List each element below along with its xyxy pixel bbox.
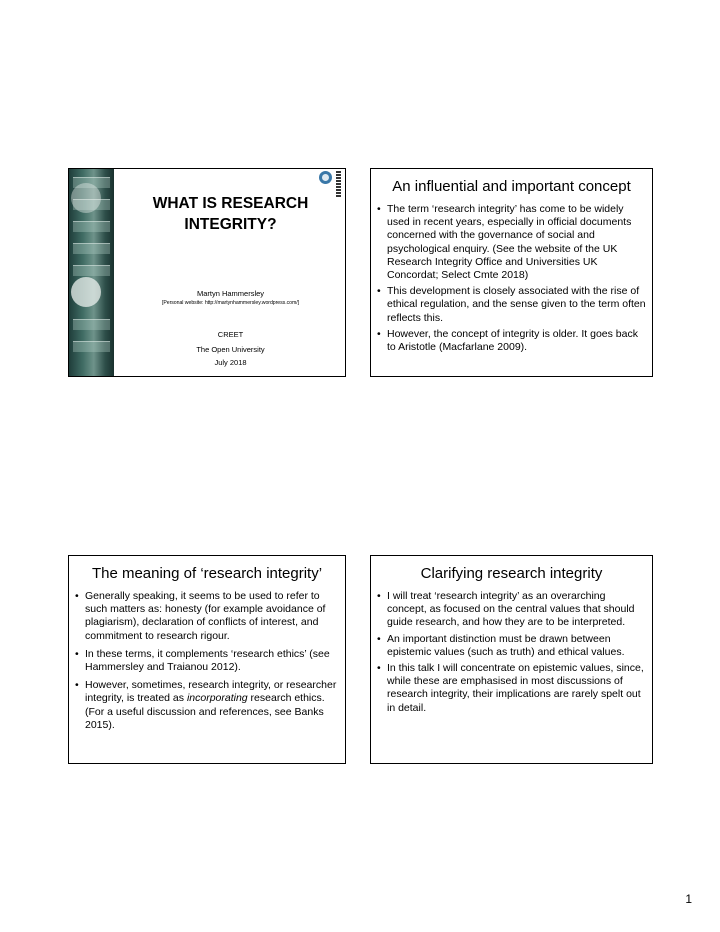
- bullet-icon: •: [377, 203, 381, 215]
- bullet-icon: •: [75, 647, 79, 660]
- organization-unit: CREET: [217, 330, 244, 339]
- slide-influential-concept: [370, 168, 653, 377]
- bullet-icon: •: [377, 632, 381, 645]
- slide-title: The meaning of ‘research integrity’: [91, 565, 323, 582]
- bullet-icon: •: [377, 285, 381, 298]
- title-slide: [68, 168, 346, 377]
- author-name: Martyn Hammersley: [196, 289, 265, 298]
- bullet-list: [75, 590, 341, 737]
- bullet-item: • In this talk I will concentrate on epistemic values, since, while these are emphasised in most discussions of research integrity, their implications are rarely spelt out in detail.: [377, 662, 644, 714]
- bullet-item: • However, the concept of integrity is older. It goes back to Aristotle (Macfarlane 2009).: [377, 327, 638, 354]
- bullet-icon: •: [377, 662, 381, 675]
- bullet-item: • An important distinction must be drawn between epistemic values (such as truth) and ethical values.: [377, 632, 625, 658]
- bullet-item: • This development is closely associated with the rise of ethical regulation, and the sense given to the term often reflects this.: [377, 285, 646, 324]
- emphasized-text: incorporating: [186, 692, 248, 705]
- title-slide-heading: WHAT IS RESEARCH INTEGRITY?: [152, 195, 309, 233]
- presentation-date: July 2018: [214, 358, 247, 367]
- bullet-item: • Generally speaking, it seems to be used to refer to such matters as: honesty (for example avoidance of plagiarism), declaration of conflicts of interest, and commitment to research rigour.: [75, 590, 326, 642]
- bullet-icon: •: [377, 327, 381, 340]
- bullet-icon: •: [75, 590, 79, 602]
- bullet-item: • The term ‘research integrity’ has come to be widely used in recent years, especially in official documents concerned with the governance of social and psychological enquiry. (See the website of the UK Research Integrity Office and Universities UK Concordat; Select Cmte 2018): [377, 203, 632, 282]
- bullet-item: • However, sometimes, research integrity, or researcher integrity, is treated as incorporating research ethics. (For a useful discussion and references, see Banks 2015).: [75, 679, 337, 731]
- page-number: 1: [685, 892, 692, 906]
- slide-title: Clarifying research integrity: [420, 565, 603, 582]
- bullet-icon: •: [75, 679, 79, 692]
- building-photo: [69, 169, 114, 376]
- bullet-item: • In these terms, it complements ‘research ethics’ (see Hammersley and Traianou 2012).: [75, 647, 330, 674]
- author-website: [Personal website: http://martynhammersley.wordpress.com/]: [161, 300, 300, 306]
- slide-clarifying-research-integrity: [370, 555, 653, 764]
- slide-meaning-of-research-integrity: [68, 555, 346, 764]
- bullet-icon: •: [377, 590, 381, 602]
- bullet-item: • I will treat ‘research integrity’ as an overarching concept, as focused on the central values that should guide research, and how they are to be interpreted.: [377, 590, 635, 629]
- organization-name: The Open University: [196, 345, 265, 354]
- bullet-list: [377, 203, 648, 357]
- slide-title: An influential and important concept: [392, 178, 631, 195]
- bullet-list: [377, 590, 648, 718]
